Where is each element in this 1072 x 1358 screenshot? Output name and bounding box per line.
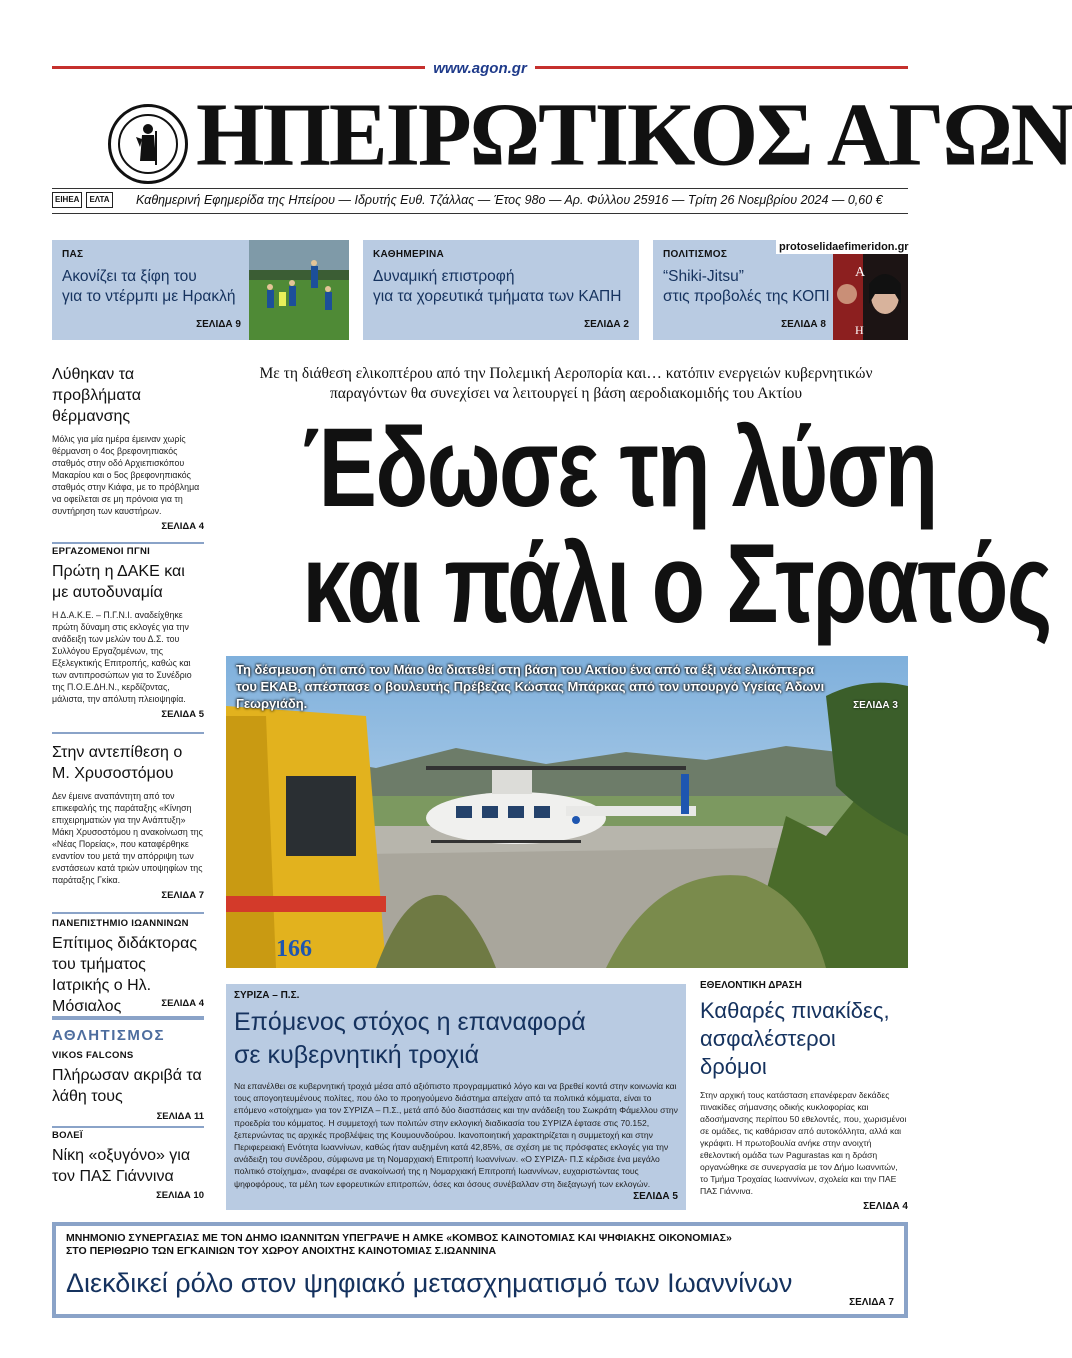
story-body: Δεν έμεινε αναπάντητη από τον επικεφαλής της παράταξης «Κίνηση επιχειρηματιών για την Ανάπτυξη» Μάκη Χρυσοστόμου η ανακοίνωση της «Νέας Πορείας», που καταφέρθηκε εναντίον του μετά την απόρριψη των ενστάσεων κατά τριών υποψηφίων της παράταξης Γκίκα. — [52, 791, 203, 885]
info-rule-top — [52, 188, 908, 189]
left-divider — [52, 542, 204, 544]
athena-figure-icon — [118, 114, 178, 174]
teaser-line: Ακονίζει τα ξίφη του — [62, 268, 197, 285]
story-category: ΠΑΝΕΠΙΣΤΗΜΙΟ ΙΩΑΝΝΙΝΩΝ — [52, 918, 189, 929]
story-page: ΣΕΛΙΔΑ 4 — [863, 1201, 908, 1212]
teaser-text — [62, 267, 236, 307]
photo-page: ΣΕΛΙΔΑ 3 — [853, 700, 898, 711]
left-story-heating[interactable] — [52, 364, 204, 532]
ambulance-number: 166 — [276, 936, 312, 962]
bottom-subheading — [66, 1232, 732, 1258]
masthead-title: ΗΠΕΙΡΩΤΙΚΟΣ ΑΓΩΝ — [196, 86, 1072, 185]
story-body: Μόλις για μία ημέρα έμειναν χωρίς θέρμανση ο 4ος βρεφονηπιακός σταθμός στην οδό Αρχιεπισκόπου Μακαρίου και ο 5ος βρεφονηπιακός σταθμός στην Κιάφα, με το πρόβλημα να οφείλεται σε μη πρόνοια για τη συντήρηση των καυστήρων. — [52, 434, 200, 516]
subheading-line: ΣΤΟ ΠΕΡΙΘΩΡΙΟ ΤΩΝ ΕΓΚΑΙΝΙΩΝ ΤΟΥ ΧΩΡΟΥ ΑΝΟΙΧΤΗΣ ΚΑΙΝΟΤΟΜΙΑΣ Σ.ΙΩΑΝΝΙΝΑ — [66, 1245, 497, 1257]
photo-caption: Τη δέσμευση ότι από τον Μάιο θα διατεθεί στη βάση του Ακτίου ένα από τα έξι νέα ελικόπτερα του ΕΚΑΒ, απέσπασε ο βουλευτής Πρέβεζας Κώστας Μπάρκας από τον υπουργό Υγείας Άδωνι Γεωργιάδη. — [236, 662, 825, 711]
teaser-page: ΣΕΛΙΔΑ 2 — [584, 319, 629, 330]
story-headline: Πρώτη η ΔΑΚΕ και με αυτοδυναμία — [52, 563, 185, 601]
svg-text:H: H — [855, 323, 864, 337]
sports-story-vikos[interactable] — [52, 1050, 204, 1122]
sports-bar — [52, 1016, 204, 1020]
subheading-line: ΜΝΗΜΟΝΙΟ ΣΥΝΕΡΓΑΣΙΑΣ ΜΕ ΤΟΝ ΔΗΜΟ ΙΩΑΝΝΙΤΩΝ ΥΠΕΓΡΑΨΕ Η ΑΜΚΕ «ΚΟΜΒΟΣ ΚΑΙΝΟΤΟΜΙΑΣ ΚΑΙ ΨΗΦΙΑΚΗΣ ΟΙΚΟΝΟΜΙΑΣ» — [66, 1232, 732, 1244]
story-category: ΣΥΡΙΖΑ – Π.Σ. — [234, 990, 300, 1001]
story-headline — [234, 1006, 586, 1072]
bottom-story[interactable] — [52, 1222, 908, 1318]
football-training-photo — [249, 240, 349, 340]
teaser-line: για τα χορευτικά τμήματα των ΚΑΠΗ — [373, 288, 622, 305]
story-page: ΣΕΛΙΔΑ 5 — [161, 709, 204, 720]
teaser-line: στις προβολές της ΚΟΠΙ — [663, 288, 830, 305]
site-url[interactable] — [0, 60, 960, 77]
headline-line: Έδωσε τη λύση — [302, 405, 937, 530]
newspaper-seal-logo — [108, 104, 188, 184]
story-headline: Λύθηκαν τα προβλήματα θέρμανσης — [52, 366, 141, 425]
story-page: ΣΕΛΙΔΑ 10 — [156, 1190, 204, 1201]
bottom-headline: Διεκδικεί ρόλο στον ψηφιακό μετασχηματισμό των Ιωαννίνων — [66, 1268, 793, 1298]
story-page: ΣΕΛΙΔΑ 4 — [161, 521, 204, 532]
left-divider — [52, 912, 204, 914]
story-headline: Καθαρές πινακίδες, ασφαλέστεροι δρόμοι — [700, 998, 890, 1079]
story-headline: Νίκη «οξυγόνο» για τον ΠΑΣ Γιάννινα — [52, 1147, 191, 1185]
teaser-politismos[interactable] — [653, 240, 908, 340]
story-headline: Πλήρωσαν ακριβά τα λάθη τους — [52, 1067, 202, 1105]
helicopter-photo — [226, 656, 908, 968]
teaser-line: για το ντέρμπι με Ηρακλή — [62, 288, 236, 305]
main-kicker: Με τη διάθεση ελικοπτέρου από την Πολεμική Αεροπορία και… κατόπιν ενεργειών κυβερνητικών παραγόντων θα συνεχίσει να λειτουργεί η βάση αεροδιακομιδής του Ακτίου — [259, 365, 873, 402]
teaser-line: Δυναμική επιστροφή — [373, 268, 515, 285]
story-category: ΒΟΛΕΪ — [52, 1130, 83, 1141]
story-body: Να επανέλθει σε κυβερνητική τροχιά μέσα από αξιόπιστο προγραμματικό λόγο και να βρεθεί κοντά στην κοινωνία και τους απογοητευμένους πολίτες, που όλο το προηγούμενο διάστημα απείχαν από τα πολιτικά κόμματα, είναι το επόμενο «στοίχημα» για τον ΣΥΡΙΖΑ – Π.Σ., μετά από δύο διασπάσεις και την ανάδειξη του Σωκράτη Φάμελλου στην προεδρία του κόμματος. Η συμμετοχή των πολιτών στην εκλογική διαδικασία του ΣΥΡΙΖΑ έφτασε στις 70.152, ξεπερνώντας τις αρχικές προβλέψεις της Κουμουνδούρου. Ικανοποιητική χαρακτηρίζεται η συμμετοχή και στην Περιφερειακή Ενότητα Ιωαννίνων, καθώς ήταν αυξημένη κατά 42,85%, σε σχέση με τις πρόσφατες εκλογές για την ανάδειξη του συνέδρου, σύμφωνα με τη Νομαρχιακή Επιτροπή Ιωαννίνων. «Ο ΣΥΡΙΖΑ- Π.Σ κέρδισε ένα μεγάλο πολιτικό στοίχημα», αναφέρει σε ανακοίνωσή της η Νομαρχιακή Επιτροπή Ιωαννίνων, ευχαριστώντας τους ψηφοφόρους, τα μέλη των εφορευτικών επιτροπών, όσες και όσους συνέβαλλαν στη διεξαγωγή των εκλογών. — [234, 1081, 678, 1189]
teaser-category: ΠΑΣ — [62, 249, 84, 260]
main-headline[interactable] — [302, 405, 1051, 646]
volunteer-story[interactable] — [700, 980, 908, 1212]
teaser-text — [373, 267, 621, 307]
left-story-dake[interactable] — [52, 546, 204, 720]
teaser-pas[interactable] — [52, 240, 349, 340]
story-category: ΕΘΕΛΟΝΤΙΚΗ ΔΡΑΣΗ — [700, 980, 802, 991]
film-poster-photo — [833, 254, 908, 340]
issue-info-line: Καθημερινή Εφημερίδα της Ηπείρου — Ιδρυτής Ευθ. Τζάλλας — Έτος 98ο — Αρ. Φύλλου 25916 — Τρίτη 26 Νοεμβρίου 2024 — 0,60 € — [136, 193, 883, 207]
headline-line: Επόμενος στόχος η επαναφορά — [234, 1008, 586, 1036]
story-body: Στην αρχική τους κατάσταση επανέφεραν δεκάδες πινακίδες σήμανσης οδικής κυκλοφορίας και αδοσήμανσης περίπου 50 εθελοντές, που, χωρισμένοι σε ομάδες, τις καθάρισαν από αυτοκόλλητα, αλλά και γκράφιτι. Η πρωτοβουλία ανήκε στην ανοιχτή εθελοντική ομάδα των Pagurastas και η δράση οργανώθηκε σε συνεργασία με τον Δήμο Ιωαννιτών, το Τμήμα Τροχαίας Ιωαννίνων, σχολεία και την ΠΑΕ ΠΑΣ Γιάννινα. — [700, 1090, 907, 1196]
story-page: ΣΕΛΙΔΑ 7 — [849, 1297, 894, 1308]
headline-line: σε κυβερνητική τροχιά — [234, 1041, 480, 1069]
story-page: ΣΕΛΙΔΑ 4 — [161, 998, 204, 1009]
story-body: Η Δ.Α.Κ.Ε. – Π.Γ.Ν.Ι. αναδείχθηκε πρώτη δύναμη στις εκλογές για την ανάδειξη των μελών του Δ.Σ. του Συλλόγου Εργαζομένων, της Εξελεγκτικής Επιτροπής, καθώς και των αντιπροσώπων για το Συνέδριο της Π.Ο.Ε.ΔΗ.Ν., κερδίζοντας, μάλιστα, την απόλυτη πλειοψηφία. — [52, 610, 192, 704]
info-rule-bottom — [52, 213, 908, 214]
story-page: ΣΕΛΙΔΑ 11 — [156, 1111, 204, 1122]
story-category: VIKOS FALCONS — [52, 1050, 134, 1061]
teaser-kathimerina[interactable] — [363, 240, 639, 340]
svg-text:A: A — [855, 265, 866, 280]
watermark-label: protoselidaefimeridon.gr — [776, 240, 912, 254]
left-story-chrysostomou[interactable] — [52, 742, 204, 901]
teaser-page: ΣΕΛΙΔΑ 9 — [196, 319, 241, 330]
teaser-category: ΠΟΛΙΤΙΣΜΟΣ — [663, 249, 728, 260]
story-headline: Στην αντεπίθεση ο Μ. Χρυσοστόμου — [52, 744, 183, 782]
site-url-text[interactable]: www.agon.gr — [425, 60, 535, 77]
teaser-page: ΣΕΛΙΔΑ 8 — [781, 319, 826, 330]
elta-badge-icon: ΕΛΤΑ — [86, 192, 112, 208]
story-page: ΣΕΛΙΔΑ 7 — [161, 890, 204, 901]
headline-line: και πάλι ο Στρατός — [302, 521, 1051, 646]
teaser-line: “Shiki-Jitsu” — [663, 268, 744, 285]
association-badges — [52, 192, 113, 208]
story-category: ΕΡΓΑΖΟΜΕΝΟΙ ΠΓΝΙ — [52, 546, 151, 557]
left-divider — [52, 1126, 204, 1128]
sports-story-volley[interactable] — [52, 1130, 204, 1187]
story-headline: Επίτιμος διδάκτορας του τμήματος Ιατρικής ο Ηλ. Μόσιαλος — [52, 935, 198, 1015]
sports-section-title: ΑΘΛΗΤΙΣΜΟΣ — [52, 1027, 166, 1044]
left-divider — [52, 732, 204, 734]
syriza-story[interactable] — [226, 984, 686, 1210]
story-page: ΣΕΛΙΔΑ 5 — [633, 1191, 678, 1202]
eiiea-badge-icon: ΕΙΗΕΑ — [52, 192, 82, 208]
teaser-category: ΚΑΘΗΜΕΡΙΝΑ — [373, 249, 445, 260]
teaser-text — [663, 267, 830, 307]
